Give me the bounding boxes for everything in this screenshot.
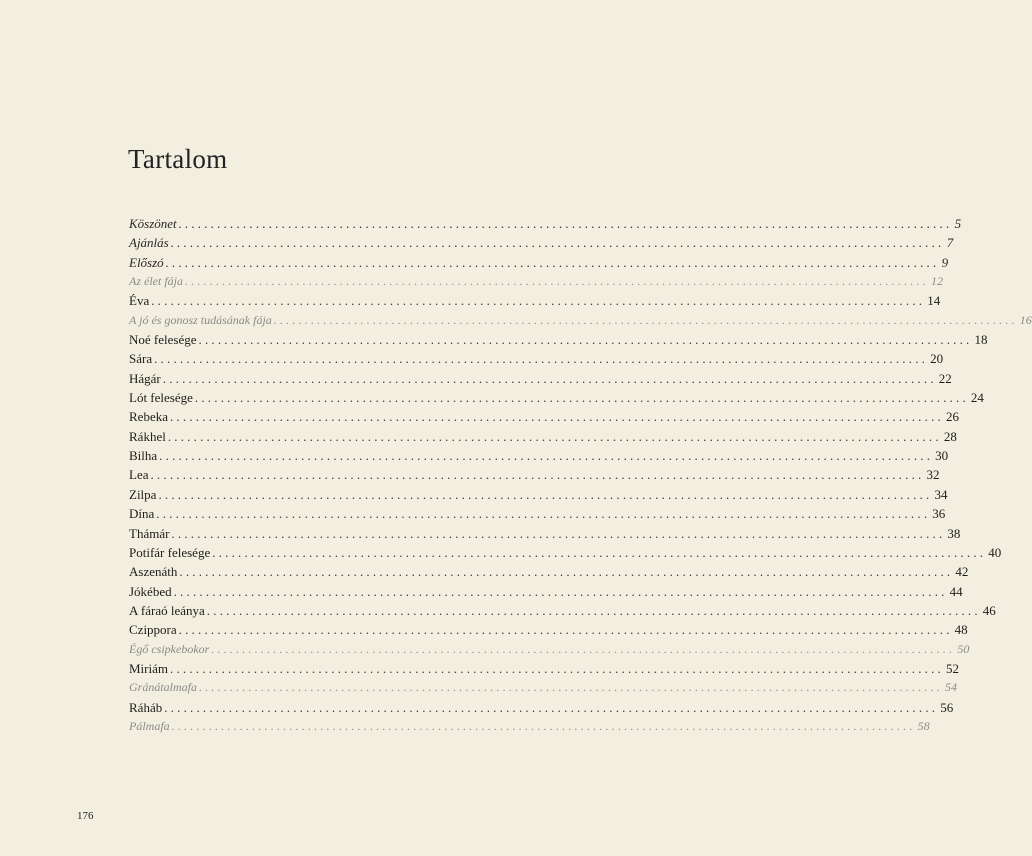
dot-leader: ........................................................................................................................ — [156, 506, 931, 522]
toc-entry-page: 5 — [954, 216, 962, 231]
dot-leader: ........................................................................................................................ — [179, 564, 954, 580]
toc-entry-page: 30 — [935, 448, 949, 464]
toc-entry-label: Noé felesége — [129, 332, 197, 348]
dot-leader: ........................................................................................................................ — [178, 622, 953, 638]
toc-entry-label: A fáraó leánya — [129, 602, 205, 618]
toc-entry-page: 7 — [946, 235, 954, 251]
toc-entry-page: 14 — [927, 293, 941, 309]
toc-entry-page: 54 — [945, 680, 958, 695]
toc-entry-page: 24 — [970, 390, 984, 406]
toc-entry-label: A jó és gonosz tudásának fája — [129, 312, 272, 327]
toc-entry-page: 42 — [955, 564, 969, 580]
toc-entry[interactable] — [129, 562, 969, 581]
dot-leader: ........................................................................................................................ — [169, 409, 944, 425]
dot-leader: ........................................................................................................................ — [154, 351, 929, 367]
toc-entry[interactable] — [129, 311, 1032, 330]
toc-entry[interactable] — [129, 272, 943, 291]
toc-entry-label: Ajánlás — [129, 235, 169, 251]
toc-entry[interactable] — [129, 717, 930, 736]
toc-entry[interactable] — [129, 582, 963, 601]
table-of-contents — [129, 214, 1032, 736]
toc-entry-page: 40 — [988, 544, 1002, 560]
toc-entry-label: Bilha — [129, 448, 158, 464]
toc-entry-page: 58 — [917, 718, 930, 733]
toc-entry-label: Gránátalmafa — [129, 680, 198, 695]
toc-entry-label: Égő csipkebokor — [129, 641, 210, 656]
toc-entry-label: Lót felesége — [129, 390, 193, 406]
toc-entry-label: Pálmafa — [129, 718, 170, 733]
dot-leader: ........................................................................................................................ — [151, 293, 926, 309]
dot-leader: ........................................................................................................................ — [185, 274, 929, 289]
toc-entry-page: 52 — [946, 660, 959, 676]
toc-entry[interactable] — [129, 485, 948, 504]
dot-leader: ........................................................................................................................ — [170, 660, 944, 676]
toc-entry-page: 48 — [954, 622, 968, 638]
toc-entry[interactable] — [129, 349, 944, 368]
page-number: 176 — [77, 810, 94, 822]
toc-entry-page: 32 — [926, 467, 940, 483]
toc-entry-label: Miriám — [129, 660, 168, 676]
toc-entry[interactable] — [129, 388, 984, 407]
toc-entry[interactable] — [129, 369, 952, 388]
toc-entry[interactable] — [129, 214, 962, 233]
toc-entry[interactable] — [129, 446, 949, 465]
toc-entry[interactable] — [129, 233, 954, 252]
toc-entry-page: 50 — [957, 641, 970, 656]
toc-entry[interactable] — [129, 640, 970, 659]
toc-entry-label: Ráháb — [129, 699, 163, 715]
toc-entry[interactable] — [129, 698, 954, 717]
dot-leader: ........................................................................................................................ — [178, 216, 953, 231]
toc-entry-label: Az élet fája — [129, 274, 183, 289]
toc-entry-label: Zilpa — [129, 486, 157, 502]
toc-entry[interactable] — [129, 253, 949, 272]
toc-entry-page: 38 — [947, 525, 961, 541]
toc-entry-label: Sára — [129, 351, 153, 367]
dot-leader: ........................................................................................................................ — [198, 332, 973, 348]
toc-entry-label: Rebeka — [129, 409, 168, 425]
toc-entry-label: Potifár felesége — [129, 544, 211, 560]
toc-entry-label: Hágár — [129, 370, 161, 386]
toc-entry-label: Jókébed — [129, 583, 172, 599]
dot-leader: ........................................................................................................................ — [167, 428, 942, 444]
dot-leader: ........................................................................................................................ — [171, 525, 946, 541]
toc-entry-page: 20 — [930, 351, 944, 367]
dot-leader: ........................................................................................................................ — [173, 583, 948, 599]
toc-entry[interactable] — [129, 330, 988, 349]
toc-entry-label: Lea — [129, 467, 149, 483]
toc-entry-label: Aszenáth — [129, 564, 178, 580]
toc-entry-label: Dína — [129, 506, 155, 522]
toc-entry-page: 36 — [932, 506, 946, 522]
toc-entry-label: Előszó — [129, 254, 164, 270]
toc-entry[interactable] — [129, 659, 959, 678]
toc-entry-page: 34 — [934, 486, 948, 502]
dot-leader: ........................................................................................................................ — [170, 235, 945, 251]
toc-entry-page: 28 — [943, 428, 957, 444]
toc-entry[interactable] — [129, 524, 961, 543]
toc-entry[interactable] — [129, 465, 940, 484]
toc-entry[interactable] — [129, 427, 957, 446]
toc-entry-page: 26 — [945, 409, 959, 425]
toc-entry-page: 18 — [974, 332, 988, 348]
toc-entry[interactable] — [129, 407, 959, 426]
dot-leader: ........................................................................................................................ — [162, 370, 937, 386]
dot-leader: ........................................................................................................................ — [164, 699, 939, 715]
toc-entry-page: 22 — [938, 370, 952, 386]
toc-entry-label: Köszönet — [129, 216, 177, 231]
toc-entry[interactable] — [129, 291, 941, 310]
toc-entry-page: 56 — [940, 699, 954, 715]
dot-leader: ........................................................................................................................ — [212, 544, 987, 560]
toc-entry-label: Czippora — [129, 622, 177, 638]
toc-entry[interactable] — [129, 620, 968, 639]
toc-entry[interactable] — [129, 601, 996, 620]
dot-leader: ........................................................................................................................ — [194, 390, 969, 406]
toc-entry-page: 12 — [931, 274, 943, 289]
toc-entry-label: Éva — [129, 293, 150, 309]
toc-entry-page: 16 — [1019, 312, 1032, 327]
dot-leader: ........................................................................................................................ — [206, 602, 981, 618]
dot-leader: ........................................................................................................................ — [171, 718, 916, 733]
toc-entry-page: 9 — [941, 254, 949, 270]
dot-leader: ........................................................................................................................ — [158, 486, 933, 502]
dot-leader: ........................................................................................................................ — [165, 254, 940, 270]
toc-entry[interactable] — [129, 504, 946, 523]
toc-entry[interactable] — [129, 543, 1002, 562]
dot-leader: ........................................................................................................................ — [211, 641, 956, 656]
page-title: Tartalom — [128, 144, 228, 174]
toc-entry-label: Rákhel — [129, 428, 166, 444]
dot-leader: ........................................................................................................................ — [150, 467, 925, 483]
toc-entry-label: Thámár — [129, 525, 170, 541]
dot-leader: ........................................................................................................................ — [159, 448, 934, 464]
toc-entry-page: 46 — [982, 602, 996, 618]
toc-entry[interactable] — [129, 678, 958, 697]
dot-leader: ........................................................................................................................ — [273, 312, 1018, 327]
dot-leader: ........................................................................................................................ — [199, 680, 944, 695]
toc-entry-page: 44 — [949, 583, 963, 599]
